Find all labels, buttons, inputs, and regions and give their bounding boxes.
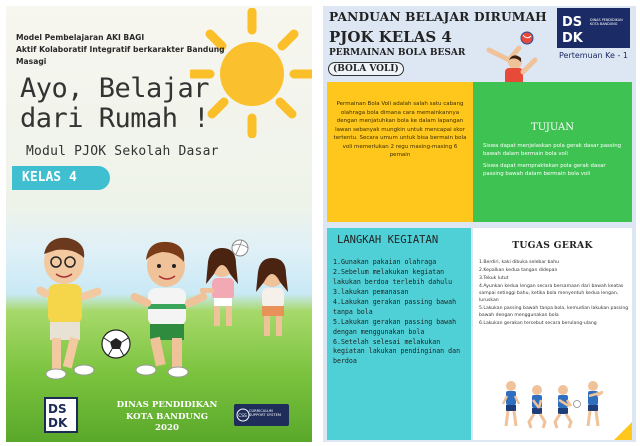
dsdk-logo-mark-white xyxy=(560,10,590,46)
publisher-block xyxy=(110,400,224,435)
csc-logo-text: CURRICULUM SUPPORT SYSTEM xyxy=(249,409,281,418)
tugas-heading: TUGAS GERAK xyxy=(512,240,593,251)
corner-decoration xyxy=(614,422,632,440)
svg-text:DK: DK xyxy=(48,416,68,430)
guide-title-line-4: (BOLA VOLI) xyxy=(328,62,404,76)
boy-yellow-shirt-figure xyxy=(35,238,103,379)
guide-title-line-2: PJOK KELAS 4 xyxy=(329,28,452,46)
passing-figure-4 xyxy=(588,381,603,426)
langkah-item: 5.Lakukan gerakan passing bawah dengan menggunakan bola xyxy=(333,318,457,336)
tugas-item: 4.Ayunkan kedua lengan secara bersamaan dari bawah keatas sampai setinggi bahu, ketika bola menyentuh kedua lengan, luruskan xyxy=(479,284,624,303)
soccer-ball-figure xyxy=(102,330,130,358)
svg-text:DS: DS xyxy=(562,15,583,30)
langkah-item: 3.lakukan pemanasan xyxy=(333,288,409,297)
langkah-list xyxy=(333,258,467,367)
publication-year: 2020 xyxy=(155,423,179,434)
intro-text: Permainan Bola Voli adalah salah satu cabang olahraga bola dimana cara memainkannya dengan menjatuhkan bola ke dalam lapangan lawan sebanyak mungkin untuk mencapai skor tertentu. Secara umum untuk bisa bermain bola voli memerlukan 2 regu masing-masing 6 pemain xyxy=(333,101,467,159)
langkah-kegiatan-panel xyxy=(327,228,471,440)
boy-green-shirt-figure xyxy=(129,242,208,377)
girl-orange-shirt-figure xyxy=(256,258,288,336)
model-line-1: Model Pembelajaran AKI BAGI xyxy=(16,33,145,42)
tujuan-item: Siswa dapat menjelaskan pola gerak dasar passing bawah dalam bermain bola voli xyxy=(483,143,622,158)
langkah-item: 6.Setelah selesai melakukan kegiatan lakukan pendinginan dan berdoa xyxy=(333,337,461,365)
publisher-line-1: DINAS PENDIDIKAN xyxy=(116,400,218,410)
publisher-line-2: KOTA BANDUNG xyxy=(125,411,209,422)
svg-text:CSS: CSS xyxy=(238,414,247,419)
cover-subtitle: Modul PJOK Sekolah Dasar xyxy=(26,144,219,159)
tujuan-panel xyxy=(473,82,632,222)
tugas-item: 5.Lakukan passing bawah tanpa bola, kemudian lakukan passing bawah dengan menggunakan bola xyxy=(479,305,629,318)
guide-title-line-1: PANDUAN BELAJAR DIRUMAH xyxy=(329,10,547,24)
learning-model-caption xyxy=(16,32,256,67)
langkah-item: 4.Lakukan gerakan passing bawah tanpa bola xyxy=(333,298,457,316)
langkah-heading: LANGKAH KEGIATAN xyxy=(337,234,439,246)
dinas-logo-text: DINAS PENDIDIKAN KOTA BANDUNG xyxy=(590,18,623,27)
meeting-number: Pertemuan Ke - 1 xyxy=(558,51,629,60)
cover-title-line-1: Ayo, Belajar xyxy=(20,73,210,104)
cover-title xyxy=(20,74,260,134)
passing-figure-2 xyxy=(529,385,545,428)
langkah-item: 2.Sebelum melakukan kegiatan lakukan berdoa terlebih dahulu xyxy=(333,268,453,286)
volleyball-figure xyxy=(232,240,248,256)
girl-pink-shirt-figure xyxy=(200,248,238,326)
tugas-item: 2.Kepalkan kedua tangan didepan xyxy=(479,268,558,274)
tujuan-heading: TUJUAN xyxy=(531,122,574,133)
langkah-item: 1.Gunakan pakaian olahraga xyxy=(333,258,437,266)
curriculum-support-logo xyxy=(234,404,289,426)
model-line-2: Aktif Kolaboratif Integratif berkarakter Bandung Masagi xyxy=(16,44,225,66)
tujuan-item: Siswa dapat mempraktekan pola gerak dasar passing bawah dalam bermain bola voli xyxy=(483,163,606,178)
tujuan-list xyxy=(483,142,627,178)
dinas-pendidikan-logo xyxy=(557,8,630,48)
guide-title-line-3: PERMAINAN BOLA BESAR xyxy=(329,48,466,58)
passing-figure-3 xyxy=(555,385,581,428)
children-playing-illustration xyxy=(26,234,306,394)
dsdk-logo xyxy=(44,397,78,433)
learning-guide-infographic xyxy=(323,6,636,442)
tugas-item: 3.Tekuk lutut xyxy=(479,276,509,282)
tugas-list xyxy=(479,260,629,329)
dsdk-logo-mark xyxy=(46,399,76,431)
tugas-item: 1.Berdiri, kaki dibuka selebar bahu xyxy=(479,260,560,265)
csc-emblem-icon xyxy=(236,408,250,422)
tugas-item: 6.Lakukan gerakan tersebut secara berulang-ulang xyxy=(479,320,597,326)
intro-panel xyxy=(327,82,473,222)
passing-sequence-illustration xyxy=(499,378,609,430)
passing-figure-1 xyxy=(503,381,519,426)
svg-text:DS: DS xyxy=(48,402,67,416)
grade-badge: KELAS 4 xyxy=(12,166,110,190)
cover-title-line-2: dari Rumah ! xyxy=(20,103,210,135)
svg-text:DK: DK xyxy=(562,31,583,46)
tugas-gerak-panel xyxy=(473,228,632,440)
module-cover xyxy=(6,6,312,442)
